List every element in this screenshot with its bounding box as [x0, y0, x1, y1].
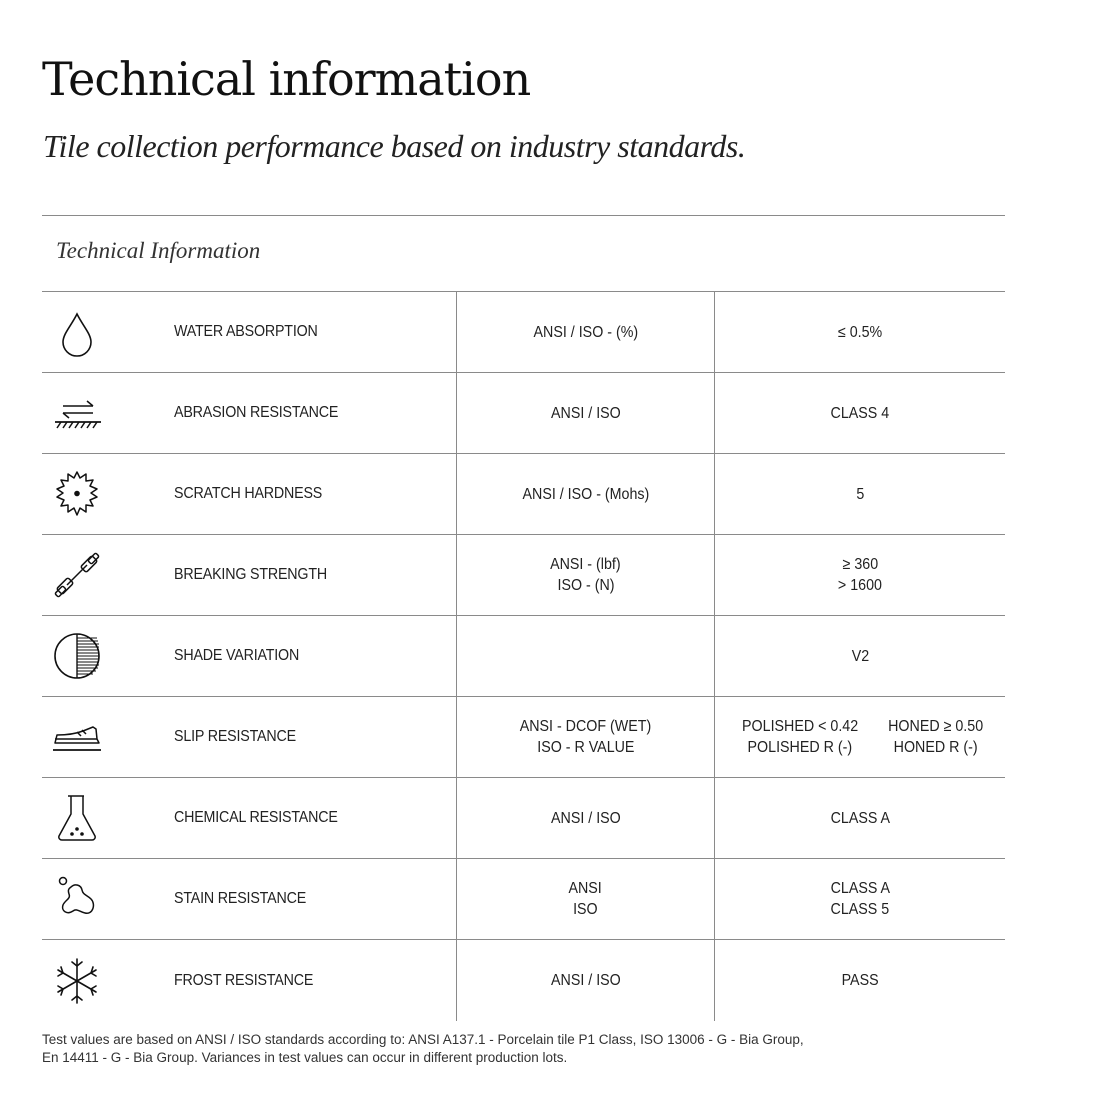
standard-text: ANSI - DCOF (WET) — [519, 718, 652, 735]
scratch-gear-icon — [42, 464, 112, 524]
dumbbell-icon — [42, 545, 112, 605]
property-name: SHADE VARIATION — [174, 647, 300, 664]
value-text: > 1600 — [837, 577, 883, 594]
table-row — [42, 616, 1005, 697]
page-subtitle: Tile collection performance based on industry standards. — [43, 128, 746, 164]
value-text: ≥ 360 — [842, 556, 878, 573]
standard-cell — [457, 616, 715, 696]
snowflake-icon — [42, 951, 112, 1011]
value-text: 5 — [856, 485, 864, 503]
standard-cell — [457, 940, 715, 1021]
table-row — [42, 535, 1005, 616]
value-cell — [715, 940, 1005, 1021]
footnote — [42, 1031, 902, 1067]
table-row — [42, 373, 1005, 454]
property-cell — [42, 859, 457, 939]
table-row — [42, 454, 1005, 535]
value-text: CLASS 4 — [830, 404, 890, 422]
table-row — [42, 778, 1005, 859]
value-text: POLISHED R (-) — [747, 739, 853, 756]
standard-text: ANSI — [568, 880, 603, 897]
value-cell — [715, 454, 1005, 534]
footnote-line: En 14411 - G - Bia Group. Variances in test values can occur in different production lots. — [42, 1050, 568, 1065]
standard-text: ISO — [573, 901, 598, 918]
standard-cell — [457, 292, 715, 372]
table-row — [42, 859, 1005, 940]
value-cell — [715, 292, 1005, 372]
property-cell — [42, 778, 457, 858]
honed-values — [884, 716, 987, 758]
water-drop-icon — [42, 302, 112, 362]
value-text: CLASS 5 — [830, 901, 890, 918]
standard-text: ANSI - (lbf) — [550, 556, 621, 573]
value-cell — [715, 778, 1005, 858]
property-name: ABRASION RESISTANCE — [174, 404, 339, 421]
standard-text: ISO - (N) — [556, 577, 615, 594]
standard-text: ANSI / ISO — [550, 404, 621, 422]
standard-text: ANSI / ISO - (%) — [533, 323, 638, 341]
property-cell — [42, 616, 457, 696]
property-name: STAIN RESISTANCE — [174, 890, 307, 907]
property-cell — [42, 292, 457, 372]
standard-text: ANSI / ISO - (Mohs) — [522, 485, 649, 503]
value-cell — [715, 697, 1005, 777]
value-cell — [715, 859, 1005, 939]
shoe-icon — [42, 707, 112, 767]
page-title: Technical information — [42, 52, 531, 106]
value-text: ≤ 0.5% — [837, 323, 883, 341]
property-cell — [42, 373, 457, 453]
polished-values — [737, 716, 863, 758]
property-name: FROST RESISTANCE — [174, 971, 314, 989]
property-cell — [42, 454, 457, 534]
property-name: CHEMICAL RESISTANCE — [174, 809, 338, 826]
standard-cell — [457, 454, 715, 534]
standard-cell — [457, 697, 715, 777]
stain-icon — [42, 869, 112, 929]
table-row — [42, 697, 1005, 778]
value-cell — [715, 373, 1005, 453]
property-cell — [42, 940, 457, 1021]
value-text: V2 — [851, 647, 869, 665]
value-cell — [715, 616, 1005, 696]
value-text: PASS — [841, 972, 879, 989]
value-text: HONED ≥ 0.50 — [887, 718, 983, 735]
standard-text: ISO - R VALUE — [536, 739, 635, 756]
table-row — [42, 940, 1005, 1021]
shade-circle-icon — [42, 626, 112, 686]
property-name: SCRATCH HARDNESS — [174, 485, 323, 502]
value-text: CLASS A — [830, 880, 890, 897]
property-name: SLIP RESISTANCE — [174, 728, 296, 745]
value-text: CLASS A — [830, 809, 890, 827]
section-divider — [42, 215, 1005, 216]
standard-text: ANSI / ISO — [550, 972, 621, 989]
value-cell — [715, 535, 1005, 615]
property-name: WATER ABSORPTION — [174, 323, 318, 340]
property-name: BREAKING STRENGTH — [174, 566, 327, 583]
spec-table — [42, 291, 1005, 1021]
value-text: POLISHED < 0.42 — [742, 718, 859, 735]
value-text: HONED R (-) — [893, 739, 978, 756]
property-cell — [42, 697, 457, 777]
footnote-line: Test values are based on ANSI / ISO standards according to: ANSI A137.1 - Porcelain tile P1 Class, ISO 13006 - G - Bia Group, — [42, 1032, 804, 1047]
property-cell — [42, 535, 457, 615]
flask-icon — [42, 788, 112, 848]
standard-cell — [457, 859, 715, 939]
standard-cell — [457, 535, 715, 615]
slip-values — [715, 716, 1005, 758]
table-row — [42, 292, 1005, 373]
standard-cell — [457, 778, 715, 858]
abrasion-icon — [42, 383, 112, 443]
standard-cell — [457, 373, 715, 453]
section-label: Technical Information — [56, 238, 261, 263]
standard-text: ANSI / ISO — [550, 809, 621, 827]
